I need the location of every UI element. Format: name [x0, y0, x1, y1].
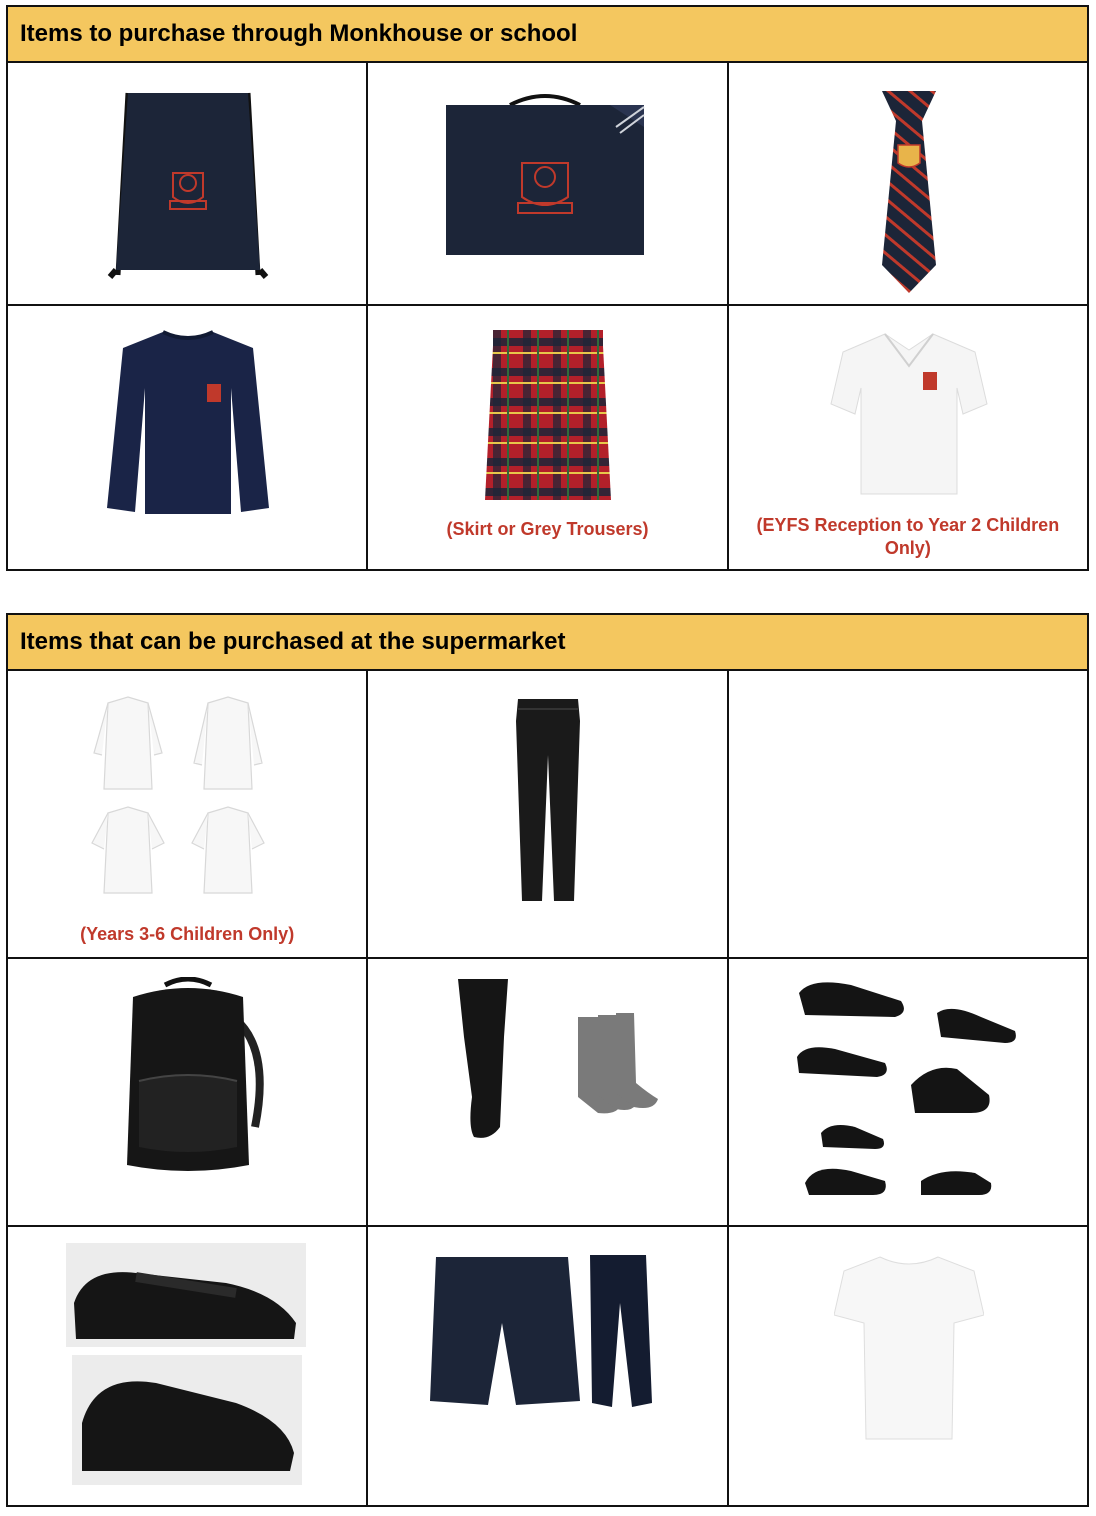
items-grid — [6, 669, 1089, 1507]
section-header — [6, 5, 1089, 63]
polo-shirt-image — [829, 328, 989, 498]
item-cell-tights-socks — [367, 958, 727, 1226]
shirts-caption: (Years 3-6 Children Only) — [80, 924, 295, 944]
item-cell-polo — [728, 305, 1088, 570]
item-cell-trousers — [367, 670, 727, 958]
black-trousers-image — [508, 695, 588, 905]
item-cell-plimsolls — [7, 1226, 367, 1506]
section-title: Items that can be purchased at the supermarket — [20, 628, 566, 655]
jumper-image — [103, 328, 273, 518]
items-grid — [6, 61, 1089, 571]
section-header — [6, 613, 1089, 671]
item-cell-skirt — [367, 305, 727, 570]
item-cell-shirts — [7, 670, 367, 958]
shorts-and-joggers-image — [430, 1253, 670, 1423]
item-cell-tshirt — [728, 1226, 1088, 1506]
section-monkhouse — [6, 5, 1089, 572]
black-plimsolls-image — [66, 1243, 306, 1489]
polo-caption: (EYFS Reception to Year 2 Children Only) — [756, 515, 1060, 558]
section-title: Items to purchase through Monkhouse or school — [20, 20, 578, 47]
item-cell-pe-bag — [7, 62, 367, 305]
section-supermarket — [6, 613, 1089, 1509]
item-cell-tie — [728, 62, 1088, 305]
item-cell-pe-kit — [367, 1226, 727, 1506]
item-cell-empty — [728, 670, 1088, 958]
item-cell-book-bag — [367, 62, 727, 305]
tights-and-socks-image — [438, 977, 698, 1147]
item-cell-school-shoes — [728, 958, 1088, 1226]
skirt-caption: (Skirt or Grey Trousers) — [446, 519, 649, 539]
tartan-skirt-image — [483, 328, 613, 504]
black-school-shoes-image — [791, 973, 1031, 1203]
book-bag-image — [440, 87, 650, 267]
white-shirts-image — [88, 693, 288, 913]
school-tie-image — [864, 87, 954, 297]
black-backpack-image — [103, 977, 273, 1177]
item-cell-backpack — [7, 958, 367, 1226]
white-tshirt-image — [834, 1253, 984, 1443]
drawstring-bag-image — [88, 85, 288, 285]
item-cell-jumper — [7, 305, 367, 570]
